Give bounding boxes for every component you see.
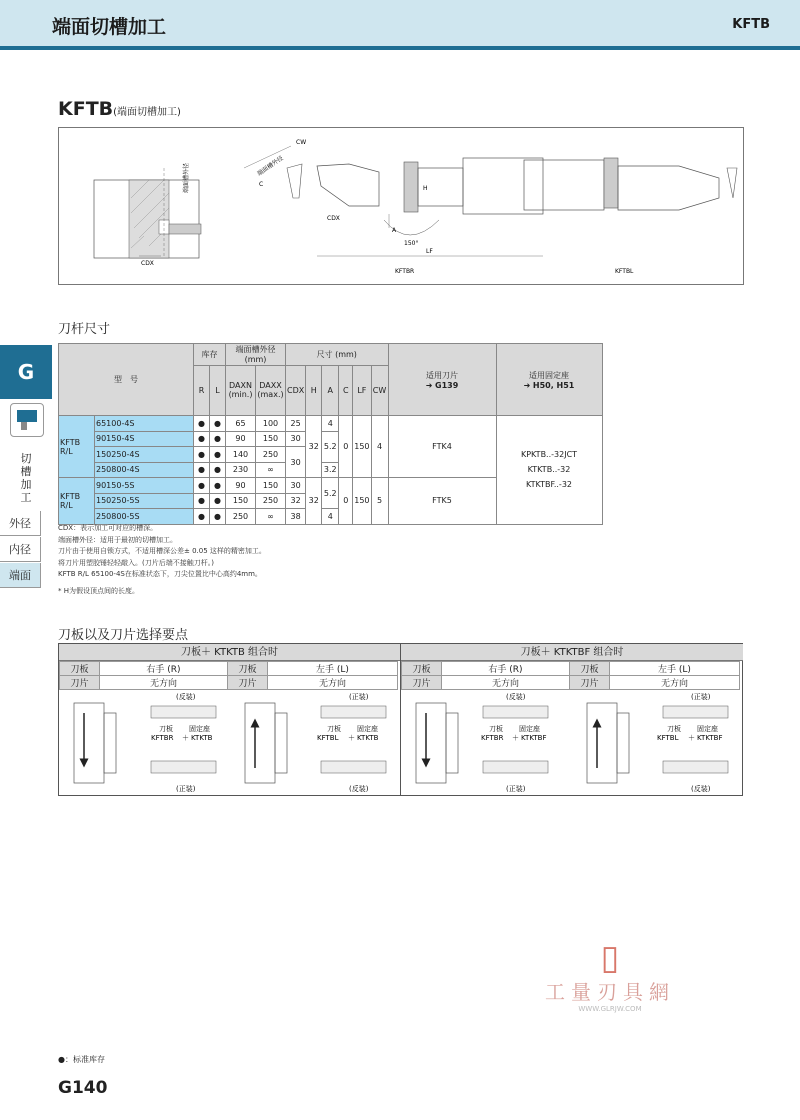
label-kftbl: KFTBL <box>615 268 634 275</box>
page-header <box>0 0 800 50</box>
header-l: L <box>210 365 226 415</box>
header-c: C <box>339 365 353 415</box>
model: 65100-4S <box>95 416 194 432</box>
selection-box <box>58 643 743 796</box>
table-row: 150250-4S ● ● 140 250 30 <box>59 447 603 463</box>
svg-text:(正装): (正装) <box>506 785 526 793</box>
svg-text:KTKTBF: KTKTBF <box>697 734 723 742</box>
header-lf: LF <box>353 365 371 415</box>
seat-list: KPKTB..-32JCT KTKTB..-32 KTKTBF..-32 <box>496 416 602 525</box>
svg-text:(反装): (反装) <box>691 785 711 793</box>
svg-text:(正装): (正装) <box>691 693 711 701</box>
svg-text:固定座: 固定座 <box>357 725 378 733</box>
label-150: 150° <box>404 240 419 247</box>
section-title: KFTB(端面切槽加工) <box>58 98 181 120</box>
label-cdx: CDX <box>141 260 154 267</box>
selection-diagram-right <box>401 693 743 795</box>
selection-diagram-left <box>59 693 401 795</box>
label-c: C <box>259 181 264 188</box>
model: 90150-4S <box>95 431 194 447</box>
svg-text:＋: ＋ <box>688 734 695 742</box>
model: 150250-4S <box>95 447 194 463</box>
diagram-svg <box>59 128 745 286</box>
svg-text:KTKTBF: KTKTBF <box>521 734 547 742</box>
svg-text:固定座: 固定座 <box>519 725 540 733</box>
selection-title: 刀板以及刀片选择要点 <box>58 628 189 643</box>
svg-text:固定座: 固定座 <box>189 725 210 733</box>
svg-text:(反装): (反装) <box>176 693 196 701</box>
header-type: 型 号 <box>59 344 194 416</box>
selection-right <box>401 644 743 795</box>
svg-text:KTKTB: KTKTB <box>357 734 379 742</box>
model: 250800-4S <box>95 462 194 478</box>
svg-text:刀板: 刀板 <box>159 725 173 733</box>
grooving-icon <box>10 403 44 437</box>
watermark-logo-icon: ▯ <box>600 938 620 978</box>
svg-text:＋: ＋ <box>512 734 519 742</box>
holder-title: 刀杆尺寸 <box>58 322 111 337</box>
model: 250800-5S <box>95 509 194 525</box>
section-subtitle: (端面切槽加工) <box>113 107 181 118</box>
svg-text:刀板: 刀板 <box>667 725 681 733</box>
prefix-4s: KFTB R/L <box>59 416 95 478</box>
label-h: H <box>423 185 428 192</box>
label-groove-dia: 端面槽外径 <box>183 162 190 193</box>
svg-text:(正装): (正装) <box>176 785 196 793</box>
svg-text:刀板: 刀板 <box>489 725 503 733</box>
arrow-icon: ➜ <box>523 380 531 390</box>
side-nav-face[interactable]: 端面 <box>0 563 41 588</box>
label-cdx-2: CDX <box>327 215 340 222</box>
watermark: ▯ 工量刃具網 WWW.GLRJW.COM <box>540 940 680 1020</box>
side-nav-inner[interactable]: 内径 <box>0 537 41 562</box>
svg-text:固定座: 固定座 <box>697 725 718 733</box>
label-cw: CW <box>296 139 307 146</box>
table-row: 150250-5S ● ● 150 250 32 <box>59 493 603 509</box>
label-lf: LF <box>426 248 433 255</box>
table-row: 250800-4S ● ● 230 ∞ 3.2 <box>59 462 603 478</box>
side-tab-g[interactable]: G <box>0 345 52 399</box>
page-title: 端面切槽加工 <box>52 16 167 38</box>
table-row: KFTB R/L 65100-4S ● ● 65 100 25 32 4 0 150 4 FTK4 KPKTB..-32JCT KTKTB..-32 KTKTBF..-32 <box>59 416 603 432</box>
svg-text:KFTBR: KFTBR <box>151 734 174 742</box>
spec-table <box>58 343 603 525</box>
header-dia: 端面槽外径(mm) <box>226 344 286 366</box>
selection-right-title: 刀板＋ KTKTBF 组合时 <box>401 644 743 661</box>
header-cw: CW <box>371 365 388 415</box>
mini-table: 刀板 右手 (R) 刀板 左手 (L) 刀片 无方向 刀片 无方向 <box>59 661 398 690</box>
legend: ●：标准库存 <box>58 1055 105 1064</box>
header-h: H <box>306 365 322 415</box>
header-a: A <box>322 365 339 415</box>
svg-text:(反装): (反装) <box>506 693 526 701</box>
header-seat: 适用固定座 ➜ H50, H51 <box>496 344 602 416</box>
prefix-5s: KFTB R/L <box>59 478 95 525</box>
header-stock: 库存 <box>194 344 226 366</box>
header-dim: 尺寸 (mm) <box>286 344 389 366</box>
svg-text:KFTBL: KFTBL <box>657 734 679 742</box>
dimension-diagram <box>58 127 744 285</box>
table-row: KFTB R/L 90150-5S ● ● 90 150 30 32 5.2 0 150 5 FTK5 <box>59 478 603 494</box>
side-nav-outer[interactable]: 外径 <box>0 511 41 536</box>
svg-text:刀板: 刀板 <box>327 725 341 733</box>
svg-text:(正装): (正装) <box>349 693 369 701</box>
side-label: 切槽加工 <box>20 452 32 504</box>
selection-left <box>59 644 401 795</box>
model: 90150-5S <box>95 478 194 494</box>
header-r: R <box>194 365 210 415</box>
notes: CDX：表示加工可对应的槽深。 端面槽外径：适用于最初的切槽加工。 刀片由于使用自锁方式，不适用槽深公差± 0.05 这样的精密加工。 将刀片用塑胶锤轻轻敲入。(刀片后端不接触刀杆。) KFTB R/L 65100-4S在标准状态下，刀尖位置比中心高约4mm。 * H为假设顶点间的长度。 <box>58 524 266 595</box>
table-row: 90150-4S ● ● 90 150 30 5.2 <box>59 431 603 447</box>
svg-text:KTKTB: KTKTB <box>191 734 213 742</box>
selection-left-title: 刀板＋ KTKTB 组合时 <box>59 644 400 661</box>
header-daxx: DAXX (max.) <box>256 365 286 415</box>
svg-text:＋: ＋ <box>348 734 355 742</box>
label-a: A <box>392 227 397 234</box>
arrow-icon: ➜ <box>425 380 433 390</box>
svg-text:KFTBL: KFTBL <box>317 734 339 742</box>
table-row: 250800-5S ● ● 250 ∞ 38 4 <box>59 509 603 525</box>
product-code: KFTB <box>732 17 770 32</box>
svg-text:＋: ＋ <box>182 734 189 742</box>
svg-text:KFTBR: KFTBR <box>481 734 504 742</box>
page-number: G140 <box>58 1078 108 1098</box>
header-insert: 适用刀片 ➜ G139 <box>388 344 496 416</box>
label-kftbr: KFTBR <box>395 268 415 275</box>
header-cdx: CDX <box>286 365 306 415</box>
label-groove-dia-2: 端面槽外径 <box>256 154 285 178</box>
svg-text:(反装): (反装) <box>349 785 369 793</box>
model: 150250-5S <box>95 493 194 509</box>
mini-table: 刀板 右手 (R) 刀板 左手 (L) 刀片 无方向 刀片 无方向 <box>401 661 740 690</box>
header-daxn: DAXN (min.) <box>226 365 256 415</box>
